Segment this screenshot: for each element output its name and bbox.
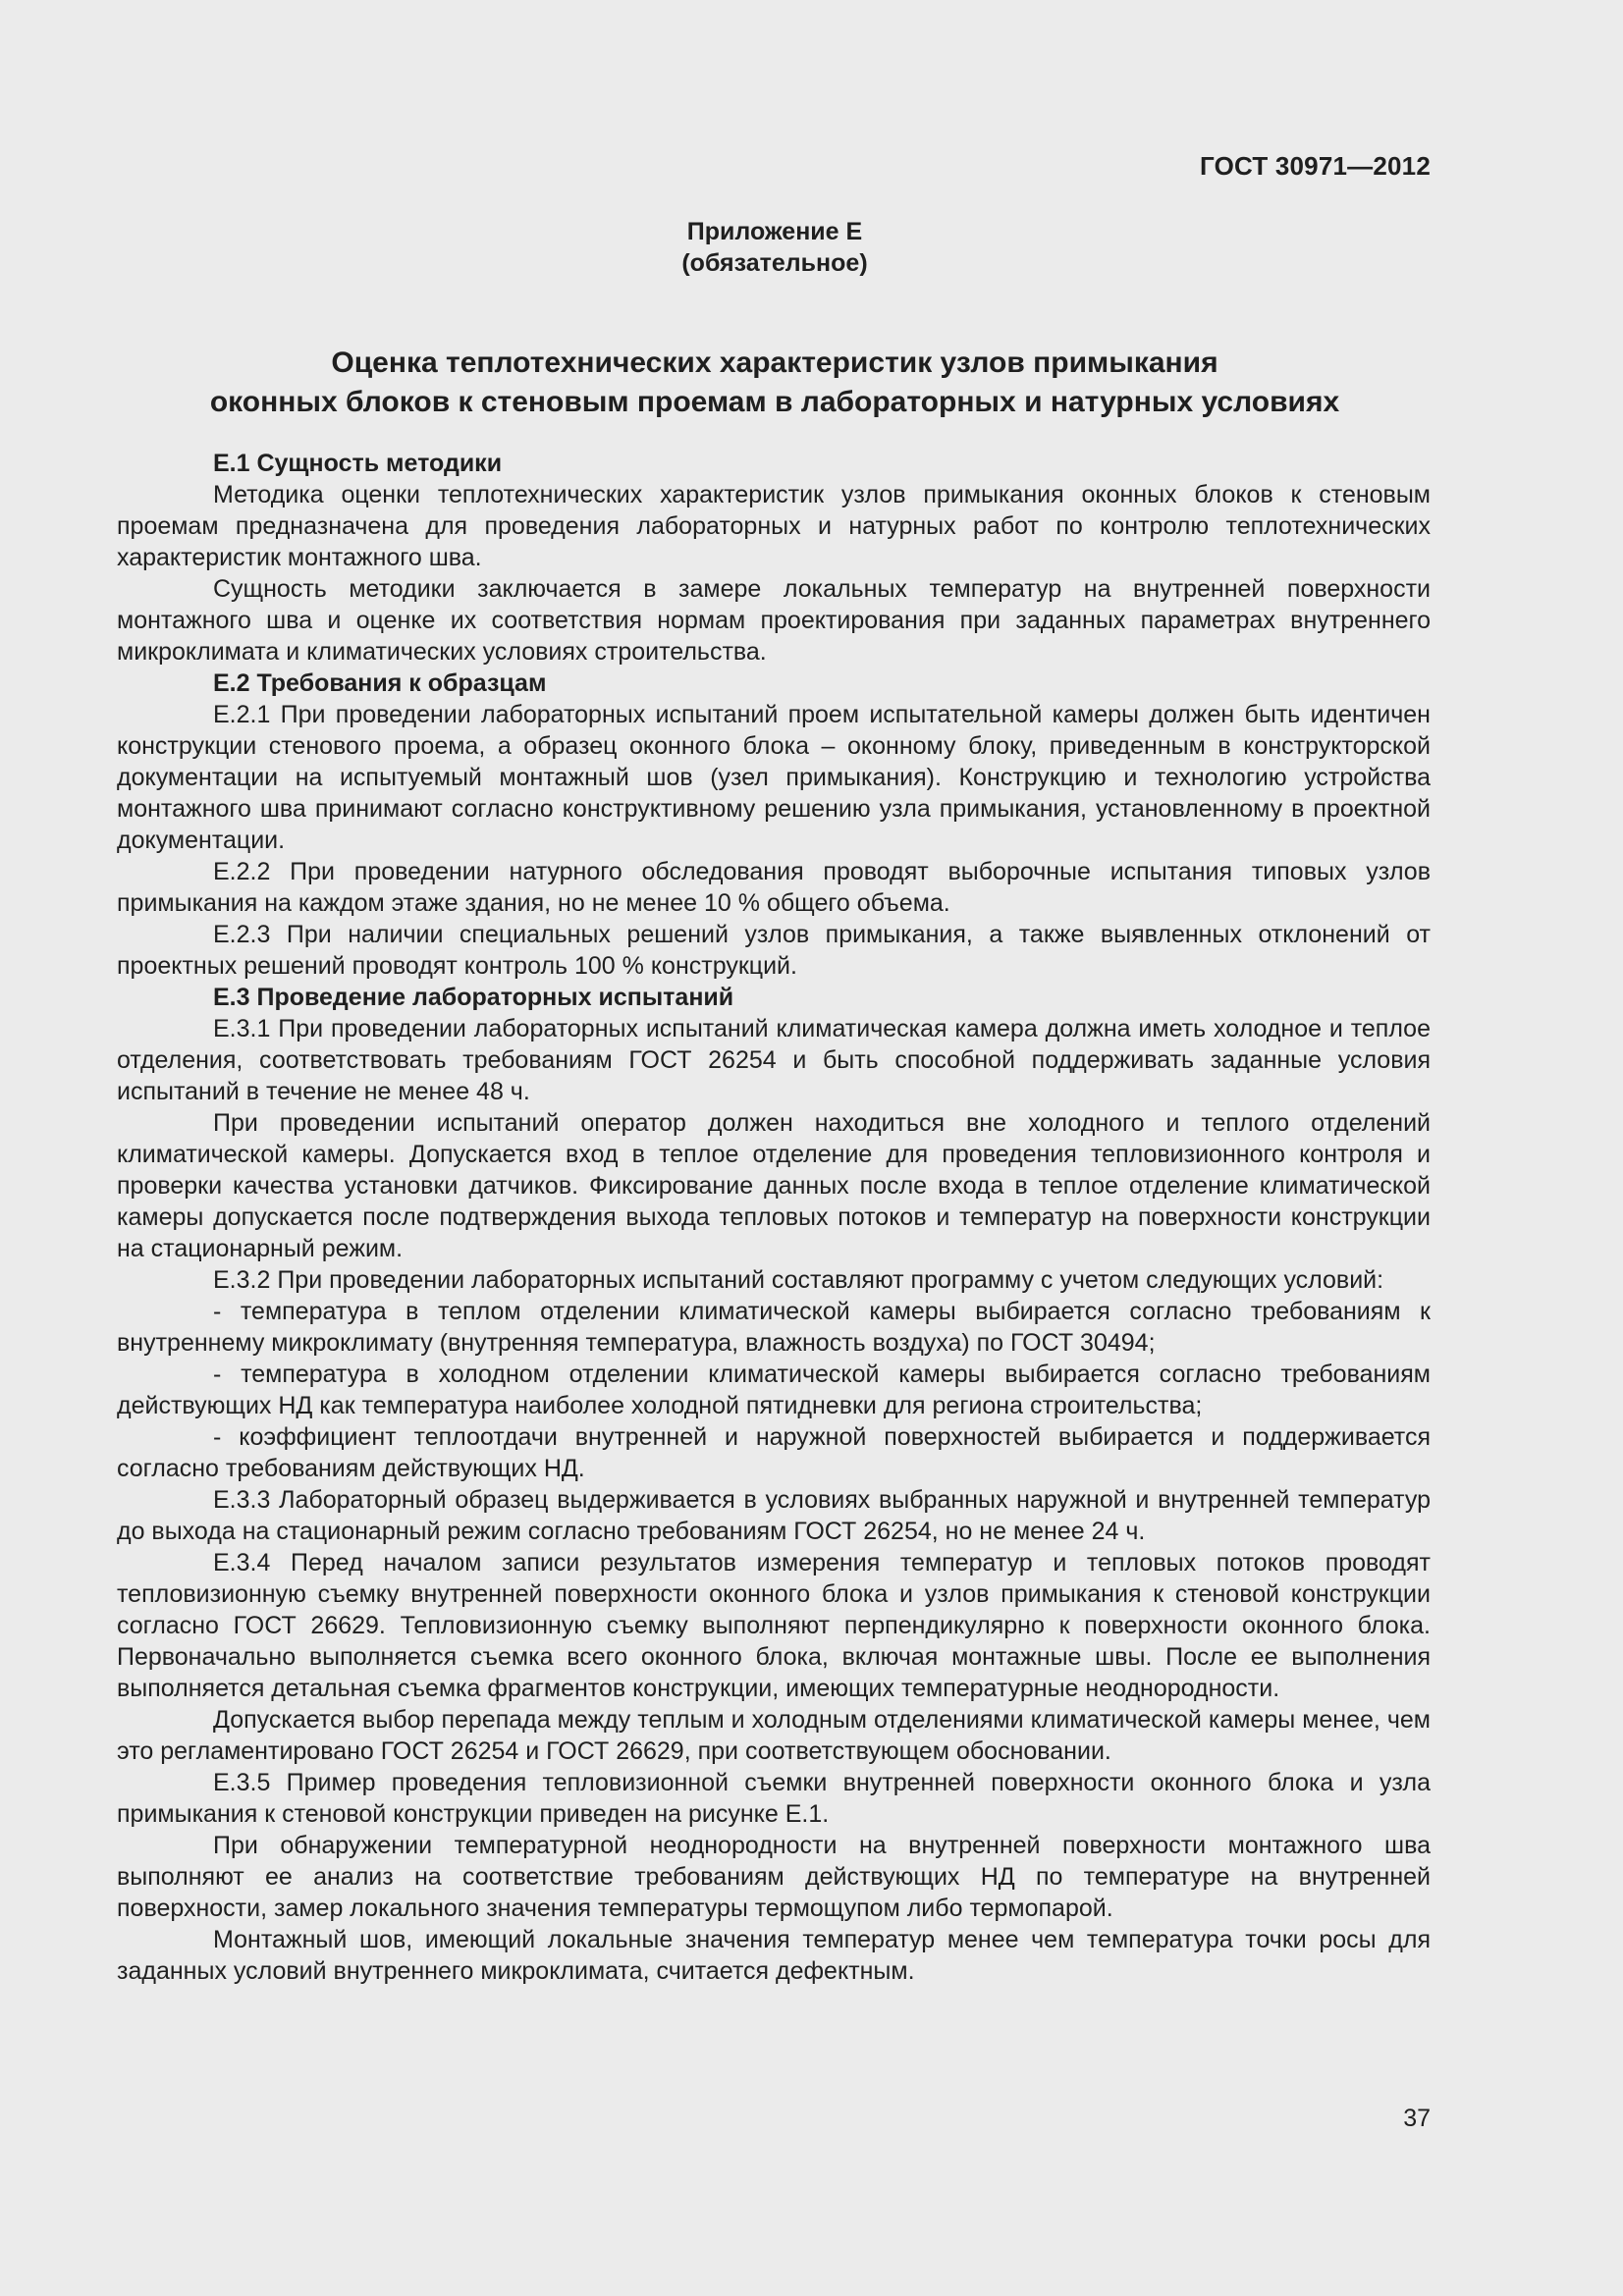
page-number: 37 [1403, 2105, 1431, 2132]
paragraph: Монтажный шов, имеющий локальные значения температур менее чем температура точки росы для заданных условий внутреннего микроклимата, считается дефектным. [117, 1926, 1431, 1985]
paragraph: При проведении испытаний оператор должен находиться вне холодного и теплого отделений климатической камеры. Допускается вход в теплое отделение для проведения тепловизионного контроля и проверки качества установки датчиков. Фиксирование данных после входа в теплое отделение климатической камеры допускается после подтверждения выхода тепловых потоков и температур на поверхности конструкции на стационарный режим. [117, 1109, 1431, 1262]
paragraph: Е.3.4 Перед началом записи результатов измерения температур и тепловых потоков проводят тепловизионную съемку внутренней поверхности оконного блока и узлов примыкания к стеновой конструкции согласно ГОСТ 26629. Тепловизионную съемку выполняют перпендикулярно к поверхности оконного блока. Первоначально выполняется съемка всего оконного блока, включая монтажные швы. После ее выполнения выполняется детальная съемка фрагментов конструкции, имеющих температурные неоднородности. [117, 1549, 1431, 1702]
main-title-line-2: оконных блоков к стеновым проемам в лабораторных и натурных условиях [209, 386, 1340, 418]
paragraph: Е.2.1 При проведении лабораторных испытаний проем испытательной камеры должен быть идентичен конструкции стенового проема, а образец оконного блока – оконному блоку, приведенным в конструкторской документации на испытуемый монтажный шов (узел примыкания). Конструкцию и технологию устройства монтажного шва принимают согласно конструктивному решению узла примыкания, установленному в проектной документации. [117, 701, 1431, 854]
appendix-heading [0, 216, 1549, 279]
body-text [117, 448, 1431, 1987]
main-title-line-1: Оценка теплотехнических характеристик узлов примыкания [331, 347, 1218, 379]
appendix-status: (обязательное) [681, 249, 868, 277]
paragraph: Е.3.1 При проведении лабораторных испытаний климатическая камера должна иметь холодное и теплое отделения, соответствовать требованиям ГОСТ 26254 и быть способной поддерживать заданные условия испытаний в течение не менее 48 ч. [117, 1015, 1431, 1105]
paragraph: Методика оценки теплотехнических характеристик узлов примыкания оконных блоков к стеновым проемам предназначена для проведения лабораторных и натурных работ по контролю теплотехнических характеристик монтажного шва. [117, 481, 1431, 571]
section-heading-e3: Е.3 Проведение лабораторных испытаний [213, 984, 734, 1011]
paragraph: Е.2.2 При проведении натурного обследования проводят выборочные испытания типовых узлов примыкания на каждом этаже здания, но не менее 10 % общего объема. [117, 858, 1431, 917]
appendix-title: Приложение Е [686, 218, 863, 245]
paragraph: Допускается выбор перепада между теплым и холодным отделениями климатической камеры менее, чем это регламентировано ГОСТ 26254 и ГОСТ 26629, при соответствующем обосновании. [117, 1706, 1431, 1765]
list-item: - коэффициент теплоотдачи внутренней и наружной поверхностей выбирается и поддерживается согласно требованиям действующих НД. [117, 1423, 1431, 1482]
paragraph: При обнаружении температурной неоднородности на внутренней поверхности монтажного шва выполняют ее анализ на соответствие требованиям действующих НД по температуре на внутренней поверхности, замер локального значения температуры термощупом либо термопарой. [117, 1832, 1431, 1922]
paragraph: Е.3.2 При проведении лабораторных испытаний составляют программу с учетом следующих условий: [213, 1266, 1384, 1294]
list-item: - температура в холодном отделении климатической камеры выбирается согласно требованиям действующих НД как температура наиболее холодной пятидневки для региона строительства; [117, 1361, 1431, 1419]
paragraph: Сущность методики заключается в замере локальных температур на внутренней поверхности монтажного шва и оценке их соответствия нормам проектирования при заданных параметрах внутреннего микроклимата и климатических условиях строительства. [117, 575, 1431, 666]
section-heading-e1: Е.1 Сущность методики [213, 450, 503, 477]
section-heading-e2: Е.2 Требования к образцам [213, 669, 547, 697]
document-code: ГОСТ 30971—2012 [1200, 151, 1431, 181]
paragraph: Е.3.5 Пример проведения тепловизионной съемки внутренней поверхности оконного блока и узла примыкания к стеновой конструкции приведен на рисунке Е.1. [117, 1769, 1431, 1828]
paragraph: Е.2.3 При наличии специальных решений узлов примыкания, а также выявленных отклонений от проектных решений проводят контроль 100 % конструкций. [117, 921, 1431, 980]
paragraph: Е.3.3 Лабораторный образец выдерживается в условиях выбранных наружной и внутренней температур до выхода на стационарный режим согласно требованиям ГОСТ 26254, но не менее 24 ч. [117, 1486, 1431, 1545]
list-item: - температура в теплом отделении климатической камеры выбирается согласно требованиям к внутреннему микроклимату (внутренняя температура, влажность воздуха) по ГОСТ 30494; [117, 1298, 1431, 1357]
main-title [0, 344, 1549, 422]
